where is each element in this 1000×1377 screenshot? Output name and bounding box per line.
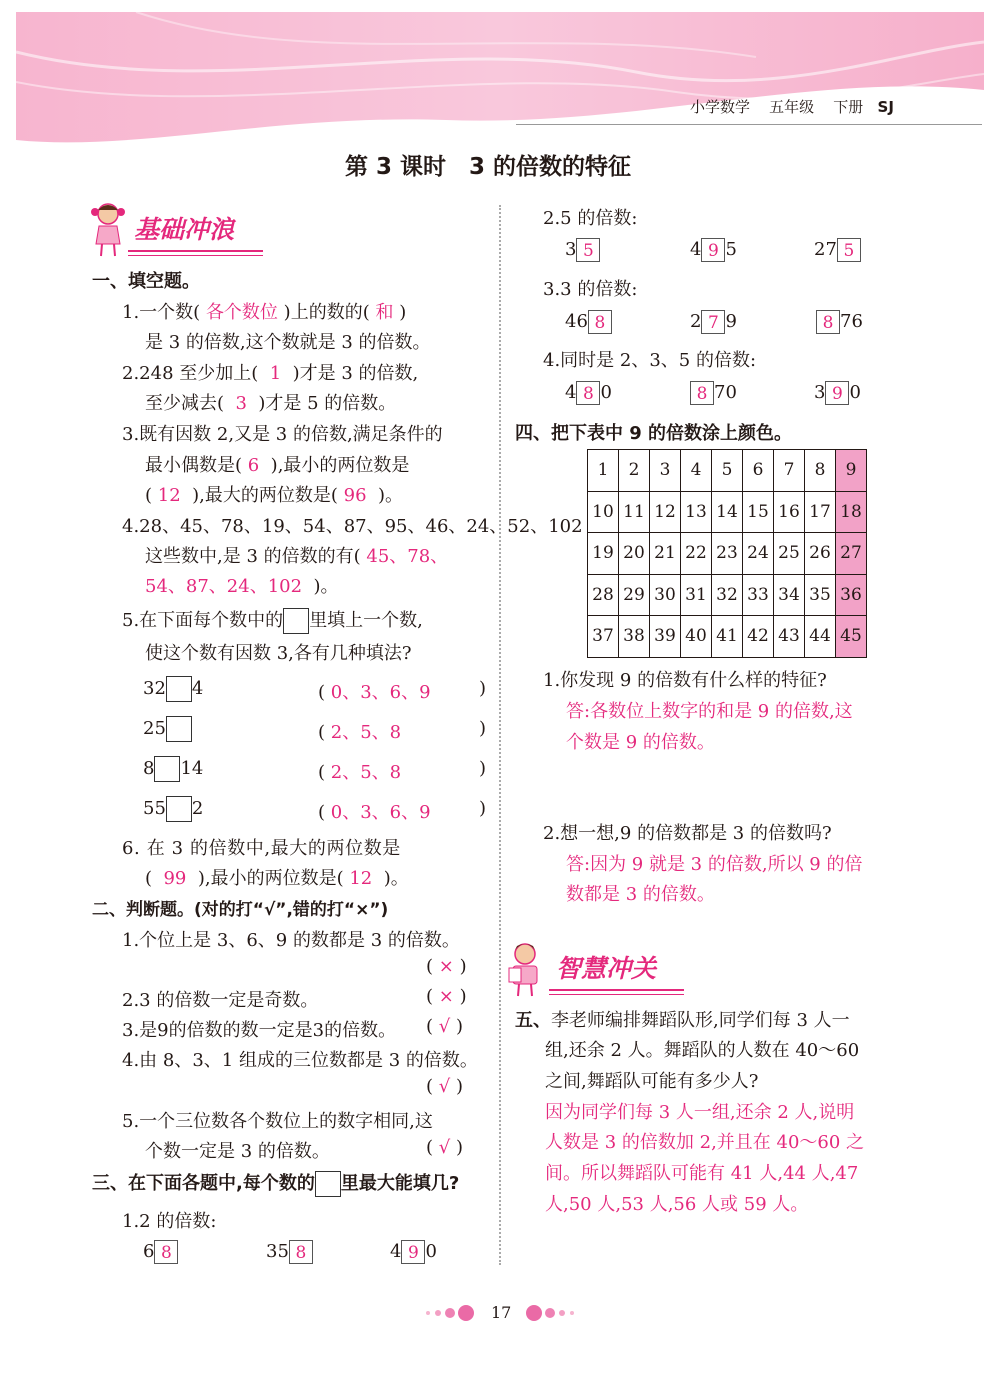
q1-item-3-line2: 最小偶数是( 6 ),最小的两位数是: [145, 455, 410, 476]
q2-answer-5: ( √ ): [426, 1137, 464, 1158]
q2-answer-2: ( × ): [426, 986, 467, 1007]
q1-item-2-line2: 至少减去( 3 )才是 5 的倍数。: [145, 393, 397, 414]
answer-box[interactable]: 9: [825, 381, 849, 405]
grid-cell[interactable]: 19: [588, 533, 619, 575]
q4-sub-1-answer-line1: 答:各数位上数字的和是 9 的倍数,这: [566, 701, 853, 722]
grid-row: [588, 574, 867, 616]
q2-item-2: 2.3 的倍数一定是奇数。: [122, 990, 319, 1011]
header-subject: 小学数学: [690, 98, 751, 116]
grid-cell[interactable]: 26: [805, 533, 836, 575]
grid-row: [588, 450, 867, 492]
grid-cell[interactable]: 37: [588, 616, 619, 658]
q3-group-4-label: 4.同时是 2、3、5 的倍数:: [543, 350, 757, 371]
answer-box[interactable]: 8: [588, 310, 612, 334]
q5-answer-line4: 人,50 人,53 人,56 人或 59 人。: [545, 1194, 809, 1215]
q1-item-5-row-2: 25: [143, 716, 192, 742]
blank-box: [315, 1171, 341, 1197]
q3-group-2-item-2: 4 9 5: [690, 239, 737, 261]
q3-group-2-item-1: 3 5: [565, 238, 600, 262]
grid-cell[interactable]: 41: [712, 616, 743, 658]
grid-cell[interactable]: 29: [619, 574, 650, 616]
q1-item-5-ans-3: ( 2、5、8 ): [318, 758, 486, 783]
q4-sub-2-answer-line2: 数都是 3 的倍数。: [566, 884, 715, 905]
q5-answer-line3: 间。所以舞蹈队可能有 41 人,44 人,47: [545, 1163, 859, 1184]
section-basic-underline-2: [128, 255, 263, 256]
page-number: 17: [491, 1303, 512, 1322]
q1-item-1-line1: 1.一个数( 各个数位 )上的数的( 和 ): [122, 302, 407, 323]
grid-cell[interactable]: 25: [774, 533, 805, 575]
answer-box[interactable]: 8: [816, 310, 840, 334]
header-rule: [516, 124, 982, 125]
grid-cell[interactable]: 30: [650, 574, 681, 616]
q3-group-3-item-3: 8 76: [816, 310, 863, 334]
q3-group-1-item-3: 4 9 0: [390, 1241, 437, 1263]
q3-heading: 三、在下面各题中,每个数的 里最大能填几?: [92, 1169, 459, 1197]
answer-box[interactable]: 8: [289, 1240, 313, 1264]
header-edition: SJ: [877, 98, 894, 116]
q1-item-6-line2: ( 99 ),最小的两位数是( 12 )。: [145, 868, 409, 889]
answer-box[interactable]: 8: [576, 381, 600, 405]
blank-box: [283, 608, 309, 634]
boy-mascot-icon: [507, 940, 543, 998]
q3-group-1-item-2: 35 8: [266, 1240, 313, 1264]
grid-cell[interactable]: 1: [588, 450, 619, 492]
grid-cell[interactable]: 23: [712, 533, 743, 575]
grid-cell[interactable]: 45: [836, 616, 867, 658]
answer-box[interactable]: 5: [837, 238, 861, 262]
grid-cell[interactable]: 12: [650, 491, 681, 533]
grid-row: [588, 533, 867, 575]
blank-box[interactable]: [166, 716, 192, 742]
q1-item-5-ans-4: ( 0、3、6、9 ): [318, 798, 486, 823]
q5-line2: 组,还余 2 人。舞蹈队的人数在 40～60: [545, 1040, 860, 1061]
q5-answer-line2: 人数是 3 的倍数加 2,并且在 40～60 之: [545, 1132, 865, 1153]
grid-cell[interactable]: 24: [743, 533, 774, 575]
grid-cell[interactable]: 18: [836, 491, 867, 533]
q4-sub-2-answer-line1: 答:因为 9 就是 3 的倍数,所以 9 的倍: [566, 854, 863, 875]
q2-heading: 二、判断题。(对的打“√”,错的打“×”): [92, 900, 389, 920]
grid-cell[interactable]: 4: [681, 450, 712, 492]
q1-item-6-line1: 6. 在 3 的倍数中,最大的两位数是: [122, 838, 401, 859]
grid-cell[interactable]: 9: [836, 450, 867, 492]
q5-line1: 五、李老师编排舞蹈队形,同学们每 3 人一: [515, 1010, 850, 1031]
grid-cell[interactable]: 5: [712, 450, 743, 492]
q1-item-3-line1: 3.既有因数 2,又是 3 的倍数,满足条件的: [122, 424, 443, 445]
grid-cell[interactable]: 10: [588, 491, 619, 533]
q3-group-3-label: 3.3 的倍数:: [543, 279, 638, 300]
q2-item-3: 3.是9的倍数的数一定是3的倍数。: [122, 1020, 397, 1041]
q2-answer-3: ( √ ): [426, 1016, 464, 1037]
q2-item-4: 4.由 8、3、1 组成的三位数都是 3 的倍数。: [122, 1050, 478, 1071]
grid-cell[interactable]: 33: [743, 574, 774, 616]
grid-cell[interactable]: 7: [774, 450, 805, 492]
q3-group-4-item-1: 4 8 0: [565, 382, 612, 404]
q3-group-4-item-2: 8 70: [690, 381, 737, 405]
grid-cell[interactable]: 43: [774, 616, 805, 658]
q4-sub-1-question: 1.你发现 9 的倍数有什么样的特征?: [543, 670, 827, 691]
grid-cell[interactable]: 36: [836, 574, 867, 616]
q2-answer-4: ( √ ): [426, 1076, 464, 1097]
grid-cell[interactable]: 40: [681, 616, 712, 658]
q5-answer-line1: 因为同学们每 3 人一组,还余 2 人,说明: [545, 1102, 855, 1123]
q2-item-5-line1: 5.一个三位数各个数位上的数字相同,这: [122, 1111, 433, 1132]
q1-item-4-line3: 54、87、24、102 )。: [145, 576, 339, 597]
girl-mascot-icon: [90, 200, 126, 258]
q2-item-5-line2: 个数一定是 3 的倍数。: [145, 1141, 330, 1162]
answer-box[interactable]: 5: [576, 238, 600, 262]
grid-cell[interactable]: 20: [619, 533, 650, 575]
section-wisdom-underline-2: [549, 994, 684, 995]
q4-heading: 四、把下表中 9 的倍数涂上颜色。: [515, 423, 793, 444]
grid-cell[interactable]: 32: [712, 574, 743, 616]
q1-item-1-line2: 是 3 的倍数,这个数就是 3 的倍数。: [145, 332, 431, 353]
q1-item-2-line1: 2.248 至少加上( 1 )才是 3 的倍数,: [122, 363, 419, 384]
q2-answer-1: ( × ): [426, 956, 467, 977]
section-basic-title: 基础冲浪: [134, 215, 235, 244]
q1-item-3-line3: ( 12 ),最大的两位数是( 96 )。: [145, 485, 404, 506]
section-basic-underline: [128, 250, 263, 252]
grid-cell[interactable]: 8: [805, 450, 836, 492]
answer-box[interactable]: 8: [690, 381, 714, 405]
answer-box[interactable]: 9: [701, 238, 725, 262]
grid-row: [588, 491, 867, 533]
header-info: [690, 96, 894, 117]
grid-cell[interactable]: 39: [650, 616, 681, 658]
grid-cell[interactable]: 21: [650, 533, 681, 575]
grid-cell[interactable]: 27: [836, 533, 867, 575]
blank-box[interactable]: [154, 756, 180, 782]
q3-group-2-label: 2.5 的倍数:: [543, 208, 638, 229]
page-title: 第 3 课时 3 的倍数的特征: [345, 154, 632, 180]
multiples-grid: [587, 449, 867, 658]
grid-cell[interactable]: 6: [743, 450, 774, 492]
grid-cell[interactable]: 38: [619, 616, 650, 658]
q3-group-1-label: 1.2 的倍数:: [122, 1211, 217, 1232]
header-grade: 五年级: [769, 98, 815, 116]
q1-heading: 一、填空题。: [92, 271, 200, 292]
q1-item-5-row-3: 8 14: [143, 756, 203, 782]
q1-item-5-row-1: 32 4: [143, 676, 203, 702]
grid-cell[interactable]: 42: [743, 616, 774, 658]
grid-row: [588, 616, 867, 658]
q1-item-5-ans-2: ( 2、5、8 ): [318, 718, 486, 743]
q1-item-5-ans-1: ( 0、3、6、9 ): [318, 678, 486, 703]
q3-group-3-item-1: 46 8: [565, 310, 612, 334]
q1-item-5-line2: 使这个数有因数 3,各有几种填法?: [145, 643, 412, 664]
q4-sub-1-answer-line2: 个数是 9 的倍数。: [566, 732, 715, 753]
q3-group-4-item-3: 3 9 0: [814, 382, 861, 404]
q2-item-1: 1.个位上是 3、6、9 的数都是 3 的倍数。: [122, 930, 460, 951]
q1-item-4-line1: 4.28、45、78、19、54、87、95、46、24、52、102: [122, 516, 583, 537]
q3-group-3-item-2: 2 7 9: [690, 311, 737, 333]
grid-cell[interactable]: 2: [619, 450, 650, 492]
blank-box[interactable]: [166, 796, 192, 822]
q3-group-1-item-1: 6 8: [143, 1240, 178, 1264]
q1-item-5-row-4: 55 2: [143, 796, 203, 822]
section-wisdom-underline: [549, 989, 684, 991]
grid-cell[interactable]: 15: [743, 491, 774, 533]
section-wisdom-title: 智慧冲关: [556, 954, 657, 983]
answer-box[interactable]: 7: [701, 310, 725, 334]
grid-cell[interactable]: 17: [805, 491, 836, 533]
grid-cell[interactable]: 13: [681, 491, 712, 533]
grid-cell[interactable]: 11: [619, 491, 650, 533]
q5-number: 五、: [515, 1010, 551, 1031]
blank-box[interactable]: [166, 676, 192, 702]
header-volume: 下册: [833, 98, 864, 116]
grid-cell[interactable]: 28: [588, 574, 619, 616]
q3-group-2-item-3: 27 5: [814, 238, 861, 262]
q1-item-4-line2: 这些数中,是 3 的倍数的有( 45、78、: [145, 546, 449, 567]
grid-cell[interactable]: 31: [681, 574, 712, 616]
grid-cell[interactable]: 44: [805, 616, 836, 658]
grid-cell[interactable]: 14: [712, 491, 743, 533]
column-divider: [499, 205, 501, 1265]
header-banner: [16, 12, 984, 152]
grid-cell[interactable]: 16: [774, 491, 805, 533]
q4-sub-2-question: 2.想一想,9 的倍数都是 3 的倍数吗?: [543, 823, 832, 844]
grid-cell[interactable]: 35: [805, 574, 836, 616]
answer-box[interactable]: 8: [154, 1240, 178, 1264]
answer-box[interactable]: 9: [401, 1240, 425, 1264]
grid-cell[interactable]: 3: [650, 450, 681, 492]
q5-line3: 之间,舞蹈队可能有多少人?: [545, 1071, 759, 1092]
grid-cell[interactable]: 22: [681, 533, 712, 575]
q1-item-5-line1: 5.在下面每个数中的 里填上一个数,: [122, 606, 423, 634]
grid-cell[interactable]: 34: [774, 574, 805, 616]
